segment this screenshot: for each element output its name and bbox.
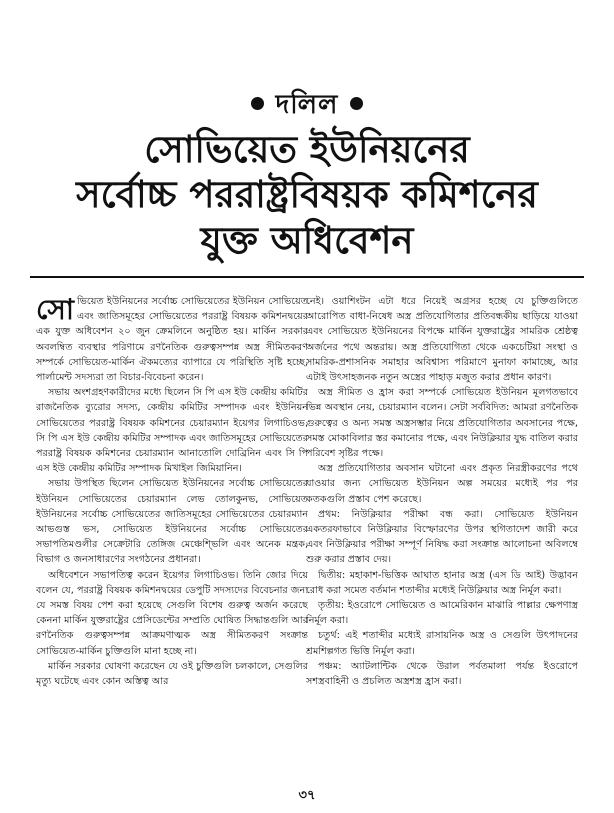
page-number: ৩৭ [298,788,316,803]
paragraph: পঞ্চম: অ্যাটলান্টিক থেকে উরাল পর্বতমালা পর্যন্ত ইওরোপে সশস্ত্রবাহিনী ও প্রচলিত অস্ত্রশস্ত্র হ্রাস করা। [306,660,578,688]
paragraph: অস্ত্র প্রতিযোগিতার অবসান ঘটানো এবং প্রকৃত নিরস্ত্রীকরণের পথে যাওয়ার জন্য সোভিয়েত ইউনিয়ন অল্প সময়ের মধ্যেই পর পর কতকগুলি প্রস্তাব পেশ করেছে। [306,463,578,505]
paragraph: প্রথম: নিউক্লিয়ার পরীক্ষা বন্ধ করা। সোভিয়েত ইউনিয়ন একতরফাভাবে নিউক্লিয়ার বিস্ফোরণের উপর স্থগিতাদেশ জারী করে এবং নিউক্লিয়ার পরীক্ষা সম্পূর্ণ নিষিদ্ধ করা সংক্রান্ত আলোচনা অবিলম্বে শুরু করার প্রস্তাব দেয়। [306,508,578,566]
paragraph: মার্কিন সরকার ঘোষণা করেছেন যে ওই চুক্তিগুলি চলকালে, সেগুলির মৃত্যু ঘটেছে এবং কোন অস্তিত্ব আর [36,660,308,688]
headline-line-2: সর্বোচ্চ পররাষ্ট্রবিষয়ক কমিশনের [76,173,538,216]
paragraph-text: ভিয়েত ইউনিয়নের সর্বোচ্চ সোভিয়েতের ইউনিয়ন সোভিয়েত এবং জাতিসমূহের সোভিয়েতের পররাষ্ট্র বিষয়ক কমিশনদ্বয়ের এক যুক্ত অধিবেশন ২০ জুন ক্রেমলিনে অনুষ্ঠিত হয়। মার্কিন সরকার অবলম্বিত ব্যবস্থার পরিণামে রণনৈতিক গুরুত্বসম্পন্ন অস্ত্র সীমিতকরণ সম্পর্কে সোভিয়েত-মার্কিন ঐকমত্যের ব্যাপারে যে পরিস্থিতি সৃষ্টি হচ্ছে, পার্লামেন্ট সদস্যরা তা বিচার-বিবেচনা করেন। [36,296,308,384]
headline-line-1: সোভিয়েত ইউনিয়নের [144,128,470,171]
paragraph: নেই। ওয়াশিংটন এটা ধরে নিয়েই অগ্রসর হচ্ছে যে চুক্তিগুলিতে আরোপিত বাধা-নিষেধ অস্ত্র প্রতিযোগিতার প্রতিবন্ধকীয় ছাড়িয়ে যাওয়া এবং সোভিয়েত ইউনিয়নের বিপক্ষে মার্কিন যুক্তরাষ্ট্রের সামরিক শ্রেষ্ঠত্ব অর্জনের পথে অন্তরায়। অস্ত্র প্রতিযোগিতা থেকে একচেটিয়া সংস্থা ও সামরিক-প্রশাসনিক সমাহার অবিশ্বাস্য পরিমাণে মুনাফা কামাচ্ছে, আর এটাই উৎসাহজনক নতুন অস্ত্রের পাহাড় মজুত করার প্রধান কারণ। [306,296,578,384]
paragraph: সভায় অংশগ্রহণকারীদের মধ্যে ছিলেন সি পি এস ইউ কেন্দ্রীয় কমিটির রাজনৈতিক ব্যুরোর সদস্য, কেন্দ্রীয় কমিটির সম্পাদক এবং ইউনিয়ন সোভিয়েতের পররাষ্ট্র বিষয়ক কমিশনের চেয়ারম্যান ইয়েগর লিগাচিওভ, সি পি এস ইউ কেন্দ্রীয় কমিটির সম্পাদক এবং জাতিসমূহের সোভিয়েতের পররাষ্ট্র বিষয়ক কমিশনের চেয়ারম্যান আনাতোলি দোব্রিনিন এবং সি পি এস ইউ কেন্দ্রীয় কমিটির সম্পাদক মিখাইল জিমিয়ানিন। [36,387,308,475]
paragraph: অস্ত্র সীমিত ও হ্রাস করা সম্পর্কে সোভিয়েত ইউনিয়ন মূলগতভাবে ভিন্ন অবস্থান নেয়, চেয়ারম্যান বলেন। সেটা সর্ববিদিত: আমরা রণনৈতিক গুরুত্বের ও অন্য সমস্ত অস্ত্রসম্ভার নিয়ে প্রতিযোগিতার অবসানের পক্ষে, সমস্ত মোকাবিলার স্তর কমানোর পক্ষে, এবং নিউক্লিয়ার যুদ্ধ বাতিল করার পরিবেশ সৃষ্টির পক্ষে। [306,387,578,460]
paragraph: চতুর্থ: এই শতাব্দীর মধ্যেই রাসায়নিক অস্ত্র ও সেগুলি উৎপাদনের শ্রমশিল্পগত ভিত্তি নির্মূল করা। [306,630,578,657]
paragraph: অধিবেশনে সভাপতিত্ব করেন ইয়েগর লিগাচিওভ। তিনি জোর দিয়ে বলেন যে, পররাষ্ট্র বিষয়ক কমিশনদ্বয়ের ডেপুটি সদস্যদের বিবেচনার জন্য যে সমস্ত বিষয় পেশ করা হয়েছে সেগুলি বিশেষ গুরুত্ব অর্জন করেছে কেননা মার্কিন যুক্তরাষ্ট্রের প্রেসিডেন্টের সম্প্রতি ঘোষিত সিদ্ধান্তগুলি আর রণনৈতিক গুরুত্বসম্পন্ন আক্রমণাত্মক অস্ত্র সীমিতকরণ সংক্রান্ত সোভিয়েত-মার্কিন চুক্তিগুলি মানা হচ্ছে না। [36,569,308,657]
bullet-dot-left [251,97,264,110]
body-column-left [36,294,308,780]
section-kicker [0,84,614,128]
paragraph: সভায় উপস্থিত ছিলেন সোভিয়েত ইউনিয়নের সর্বোচ্চ সোভিয়েতের ইউনিয়ন সোভিয়েতের চেয়ারম্যান লেভ তোলকুনভ, সোভিয়েত ইউনিয়নের সর্বোচ্চ সোভিয়েতের জাতিসমূহের সোভিয়েতের চেয়ারম্যান আভগুস্ত ভস, সোভিয়েত ইউনিয়নের সর্বোচ্চ সোভিয়েতের সভাপতিমণ্ডলীর সেক্রেটারি তেঙ্গিজ মেঞ্চেশ্ভিলি এবং অনেক মন্ত্রক, বিভাগ ও জনসাধারণের সংগঠনের প্রধানরা। [36,478,308,566]
paragraph: তৃতীয়: ইওরোপে সোভিয়েত ও আমেরিকান মাঝারি পাল্লার ক্ষেপণাস্ত্র নির্মূল করা। [306,600,578,627]
body-column-right [306,294,578,780]
headline-divider [30,276,584,278]
drop-cap: সো [36,294,74,326]
paragraph [36,294,308,385]
headline-line-3: যুক্ত অধিবেশন [200,219,414,262]
kicker-label: দলিল [275,90,339,120]
bullet-dot-right [350,97,363,110]
paragraph: দ্বিতীয়: মহাকাশ-ভিত্তিক আঘাত হানার অস্ত্র (এস ডি আই) উদ্ভাবন রোধ করা সমেত বর্তমান শতাব্দীর মধ্যেই নিউক্লিয়ার অস্ত্র নির্মূল করা। [306,569,578,596]
